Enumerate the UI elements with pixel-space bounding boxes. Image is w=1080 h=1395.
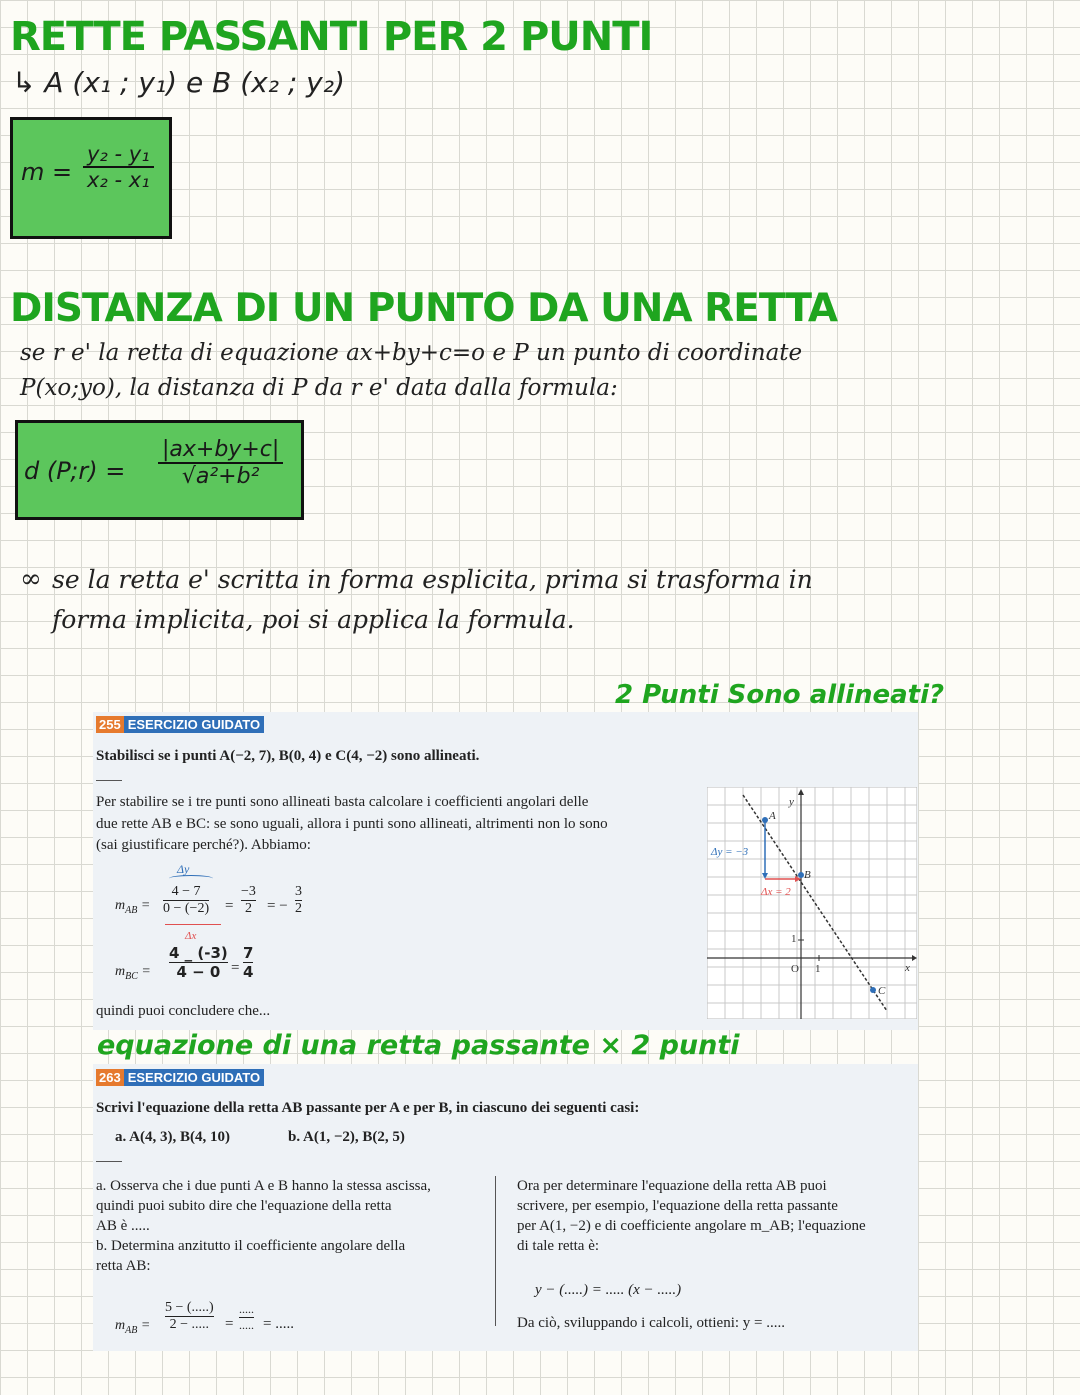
distance-fraction (158, 437, 283, 489)
section2-title: DISTANZA DI UN PUNTO DA UNA RETTA (10, 286, 838, 331)
m-bc-m: m (115, 964, 126, 979)
distance-numerator: |ax+by+c| (162, 437, 280, 462)
m-bc-handwritten-fraction (169, 944, 228, 981)
note-line2: forma implicita, poi si applica la formula. (52, 605, 575, 634)
exercise-255-conclusion: quindi puoi concludere che... (96, 1003, 271, 1019)
ex263-f2-den: ..... (239, 1318, 254, 1332)
left-line3: AB è ..... (96, 1218, 150, 1234)
ex263-m-ab-label: $m_{AB}$ = (115, 1318, 151, 1336)
graph-label-dx: Δx = 2 (761, 886, 791, 898)
aligned-label: 2 Punti Sono allineati? (615, 680, 945, 710)
exercise-255-number: 255 (96, 716, 124, 733)
exercise-263-header (96, 1070, 264, 1087)
exercise-263-number: 263 (96, 1069, 124, 1086)
graph-label-c: C (878, 985, 886, 997)
graph-label-y: y (789, 796, 794, 808)
exercise-255-panel (93, 712, 918, 1030)
exercise-263-panel (93, 1064, 918, 1351)
note-icon: ∞ (20, 564, 42, 594)
m-ab-f1-num: 4 − 7 (171, 884, 201, 899)
slope-numerator: y₂ - y₁ (87, 142, 150, 166)
exercise-263-case-a: a. A(4, 3), B(4, 10) (115, 1129, 230, 1145)
section1-subtitle: ↳ A (x₁ ; y₁) e B (x₂ ; y₂) (12, 66, 345, 99)
m-bc-res-num: 7 (243, 944, 254, 962)
exercise-255-text1: Per stabilire se i tre punti sono allineati basta calcolare i coefficienti angolari delle (96, 794, 589, 810)
m-ab-f3-num: 3 (295, 884, 302, 899)
left-line4: b. Determina anzitutto il coefficiente angolare della (96, 1238, 406, 1254)
m-ab-fraction3 (295, 884, 302, 917)
exercise-255-rule (96, 780, 122, 781)
right-line4: di tale retta è: (517, 1238, 600, 1254)
m-ab-label: $m_{AB}$ = (115, 898, 151, 916)
exercise-255-header (96, 717, 264, 734)
exercise-263-label: ESERCIZIO GUIDATO (124, 1069, 264, 1086)
exercise-255-text2: due rette AB e BC: se sono uguali, allora i punti sono allineati, altrimenti non lo sono (96, 816, 608, 832)
ex263-m-sub: AB (125, 1324, 138, 1336)
graph-label-b: B (804, 869, 811, 881)
m-ab-fraction1 (163, 884, 209, 917)
left-line5: retta AB: (96, 1258, 151, 1274)
distance-text-line2: P(xo;yo), la distanza di P da r e' data dalla formula: (20, 375, 618, 401)
dy-brace (169, 875, 213, 882)
alignment-graph (707, 787, 917, 1019)
point-c (870, 987, 876, 993)
left-line1: a. Osserva che i due punti A e B hanno la stessa ascissa, (96, 1178, 431, 1194)
dx-annotation: Δx (185, 930, 197, 942)
eq-sign-2: = (231, 960, 240, 976)
ex263-f1-den: 2 − ..... (169, 1317, 210, 1332)
ex263-f1-num: 5 − (.....) (165, 1300, 214, 1315)
graph-label-dy: Δy = −3 (711, 846, 749, 858)
m-ab-f1-den: 0 − (−2) (163, 901, 210, 916)
right-line2: scrivere, per esempio, l'equazione della retta passante (517, 1198, 838, 1214)
ex263-fraction2 (239, 1302, 254, 1333)
equation-label: equazione di una retta passante × 2 punti (97, 1030, 740, 1061)
exercise-263-right-col (517, 1178, 893, 1255)
m-bc-label: $m_{BC}$ = (115, 964, 151, 982)
exercise-255-text3: (sai giustificare perché?). Abbiamo: (96, 837, 311, 853)
exercise-255-prompt: Stabilisci se i punti A(−2, 7), B(0, 4) e C(4, −2) sono allineati. (96, 748, 480, 764)
m-ab-f3-den: 2 (295, 901, 302, 916)
ex263-result: = ..... (263, 1316, 294, 1332)
dx-underline (165, 924, 221, 925)
right-last-line: Da ciò, sviluppando i calcoli, ottieni: y = ..... (517, 1315, 785, 1331)
slope-lhs: m = (21, 158, 73, 186)
exercise-263-left-col (96, 1178, 474, 1275)
note-line1: se la retta e' scritta in forma esplicita, prima si trasforma in (52, 565, 813, 594)
left-line2: quindi puoi subito dire che l'equazione della retta (96, 1198, 392, 1214)
distance-formula-box (15, 420, 304, 520)
ex263-eq-sign: = (225, 1316, 234, 1332)
dy-annotation: Δy (177, 862, 190, 876)
point-a (762, 817, 768, 823)
m-bc-hw-den: 4 − 0 (176, 963, 221, 981)
slope-fraction (83, 142, 154, 192)
m-ab-f2-den: 2 (244, 901, 252, 916)
m-bc-result-fraction (243, 944, 253, 981)
right-line1: Ora per determinare l'equazione della retta AB puoi (517, 1178, 827, 1194)
exercise-263-case-b: b. A(1, −2), B(2, 5) (288, 1129, 405, 1145)
m-bc-sub: BC (125, 970, 138, 982)
column-divider (495, 1176, 496, 1326)
ex263-fraction1 (165, 1300, 214, 1333)
section1-title: RETTE PASSANTI PER 2 PUNTI (10, 14, 653, 60)
m-ab-m: m (115, 898, 126, 913)
m-ab-sub: AB (125, 904, 138, 916)
eq-sign-1: = (225, 898, 234, 914)
m-bc-hw-num: 4 _ (-3) (169, 944, 228, 962)
graph-label-1y: 1 (791, 933, 797, 945)
graph-label-1x: 1 (815, 963, 821, 975)
graph-label-x: x (905, 962, 910, 974)
exercise-263-rule (96, 1161, 122, 1162)
m-ab-fraction2 (241, 884, 256, 917)
right-equation: y − (.....) = ..... (x − .....) (535, 1282, 682, 1298)
slope-denominator: x₂ - x₁ (87, 168, 150, 192)
m-ab-sign: = − (267, 898, 288, 914)
graph-label-a: A (769, 810, 776, 822)
distance-lhs: d (P;r) = (24, 457, 126, 485)
ex263-m: m (115, 1318, 126, 1333)
exercise-255-label: ESERCIZIO GUIDATO (124, 716, 264, 733)
m-ab-f2-num: −3 (241, 884, 256, 899)
ex263-f2-num: ..... (239, 1302, 254, 1316)
graph-label-origin: O (791, 963, 799, 975)
right-line3: per A(1, −2) e di coefficiente angolare m_AB; l'equazione (517, 1218, 866, 1234)
slope-formula-box (10, 117, 172, 239)
distance-denominator: √a²+b² (181, 464, 260, 489)
m-bc-res-den: 4 (243, 963, 254, 981)
exercise-263-prompt: Scrivi l'equazione della retta AB passante per A e per B, in ciascuno dei seguenti casi: (96, 1100, 640, 1116)
distance-text-line1: se r e' la retta di equazione ax+by+c=o e P un punto di coordinate (20, 340, 803, 366)
